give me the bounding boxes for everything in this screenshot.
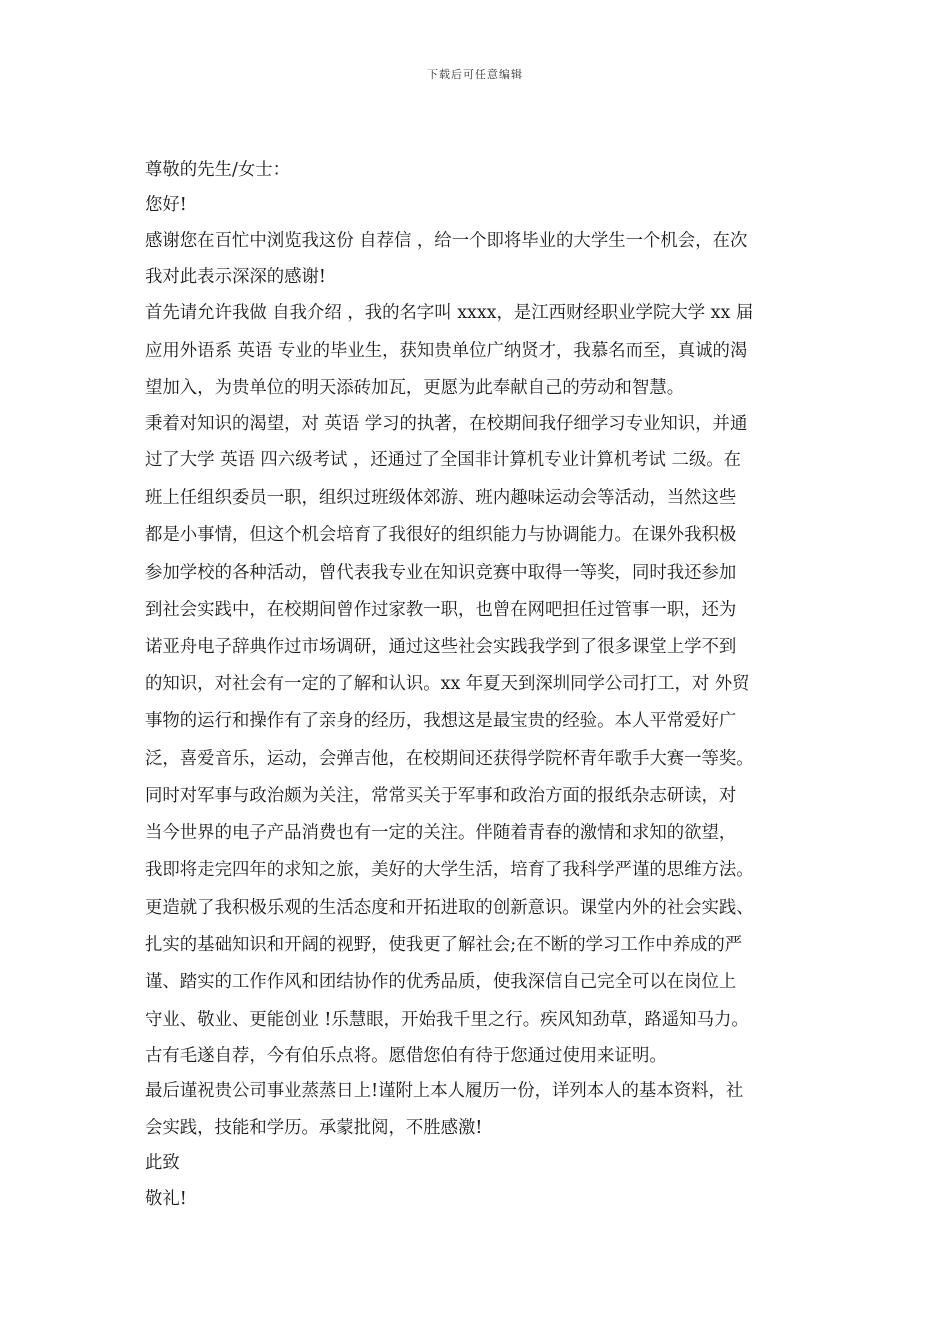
body-line: 更造就了我积极乐观的生活态度和开拓进取的创新意识。课堂内外的社会实践、 bbox=[145, 898, 754, 918]
body-line: 的知识，对社会有一定的了解和认识。xx 年夏天到深圳同学公司打工，对 外贸 bbox=[145, 674, 750, 694]
body-line: 最后谨祝贵公司事业蒸蒸日上!谨附上本人履历一份，详列本人的基本资料，社 bbox=[145, 1081, 744, 1101]
body-line: 秉着对知识的渴望，对 英语 学习的执著，在校期间我仔细学习专业知识，并通 bbox=[145, 414, 748, 434]
body-line: 古有毛遂自荐，今有伯乐点将。愿借您伯有待于您通过使用来证明。 bbox=[145, 1046, 667, 1066]
body-line: 会实践，技能和学历。承蒙批阅，不胜感激! bbox=[145, 1118, 483, 1138]
page-header: 下载后可任意编辑 bbox=[427, 68, 523, 81]
body-line: 班上任组织委员一职，组织过班级体郊游、班内趣味运动会等活动，当然这些 bbox=[145, 488, 737, 508]
body-line: 诺亚舟电子辞典作过市场调研，通过这些社会实践我学到了很多课堂上学不到 bbox=[145, 637, 737, 657]
body-line: 同时对军事与政治颇为关注，常常买关于军事和政治方面的报纸杂志研读，对 bbox=[145, 786, 737, 806]
body-line: 到社会实践中，在校期间曾作过家教一职，也曾在网吧担任过管事一职，还为 bbox=[145, 600, 737, 620]
body-line: 过了大学 英语 四六级考试 ，还通过了全国非计算机专业计算机考试 二级。在 bbox=[145, 450, 742, 470]
closing-line-1: 此致 bbox=[145, 1153, 180, 1173]
salutation: 尊敬的先生/女士： bbox=[145, 160, 290, 180]
body-line: 望加入，为贵单位的明天添砖加瓦，更愿为此奉献自己的劳动和智慧。 bbox=[145, 378, 685, 398]
body-line: 首先请允许我做 自我介绍 ，我的名字叫 xxxx，是江西财经职业学院大学 xx 届 bbox=[145, 303, 754, 323]
body-line: 泛，喜爱音乐，运动，会弹吉他，在校期间还获得学院杯青年歌手大赛一等奖。 bbox=[145, 749, 754, 769]
body-line: 扎实的基础知识和开阔的视野，使我更了解社会;在不断的学习工作中养成的严 bbox=[145, 935, 743, 955]
body-line: 事物的运行和操作有了亲身的经历，我想这是最宝贵的经验。本人平常爱好广 bbox=[145, 711, 737, 731]
body-line: 谨、踏实的工作作风和团结协作的优秀品质，使我深信自己完全可以在岗位上 bbox=[145, 972, 737, 992]
body-line: 我即将走完四年的求知之旅，美好的大学生活，培育了我科学严谨的思维方法。 bbox=[145, 860, 754, 880]
closing-line-2: 敬礼! bbox=[145, 1189, 187, 1209]
greeting: 您好! bbox=[145, 195, 187, 215]
body-line: 当今世界的电子产品消费也有一定的关注。伴随着青春的激情和求知的欲望， bbox=[145, 823, 737, 843]
body-line: 守业、敬业、更能创业 !乐慧眼，开始我千里之行。疾风知劲草，路遥知马力。 bbox=[145, 1010, 749, 1030]
body-line: 应用外语系 英语 专业的毕业生，获知贵单位广纳贤才，我慕名而至，真诚的渴 bbox=[145, 341, 748, 361]
body-line: 感谢您在百忙中浏览我这份 自荐信 ，给一个即将毕业的大学生一个机会，在次 bbox=[145, 231, 748, 251]
body-line: 参加学校的各种活动，曾代表我专业在知识竞赛中取得一等奖，同时我还参加 bbox=[145, 563, 737, 583]
body-line: 我对此表示深深的感谢! bbox=[145, 267, 326, 287]
body-line: 都是小事情，但这个机会培育了我很好的组织能力与协调能力。在课外我积极 bbox=[145, 525, 737, 545]
